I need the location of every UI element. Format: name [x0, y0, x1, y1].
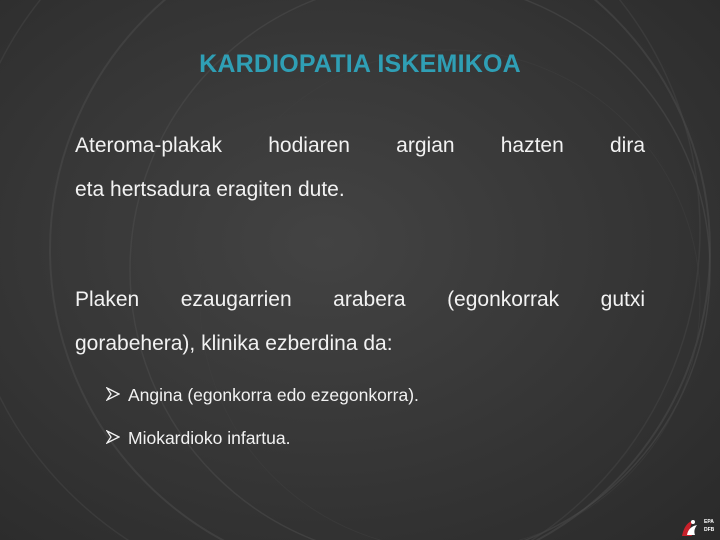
paragraph-plaque-features [75, 278, 645, 366]
bullet-item-infarct [106, 428, 290, 449]
logo-text-top: EPA [704, 519, 714, 525]
bullet-item-angina [106, 385, 419, 406]
bullet-text: Miokardioko infartua. [128, 428, 291, 448]
paragraph-line: gorabehera), klinika ezberdina da: [75, 332, 393, 355]
arrowhead-bullet-icon [106, 387, 128, 405]
paragraph-line: eta hertsadura eragiten dute. [75, 178, 345, 201]
logo-text-bottom: DFB [704, 527, 715, 533]
slide-title: KARDIOPATIA ISKEMIKOA [199, 50, 521, 78]
paragraph-atheroma [75, 124, 645, 212]
arrowhead-bullet-icon [106, 430, 128, 448]
paragraph-line: Ateroma-plakak hodiaren argian hazten dira [75, 134, 645, 157]
bullet-text: Angina (egonkorra edo ezegonkorra). [128, 385, 419, 405]
paragraph-line: Plaken ezaugarrien arabera (egonkorrak gutxi [75, 288, 645, 311]
